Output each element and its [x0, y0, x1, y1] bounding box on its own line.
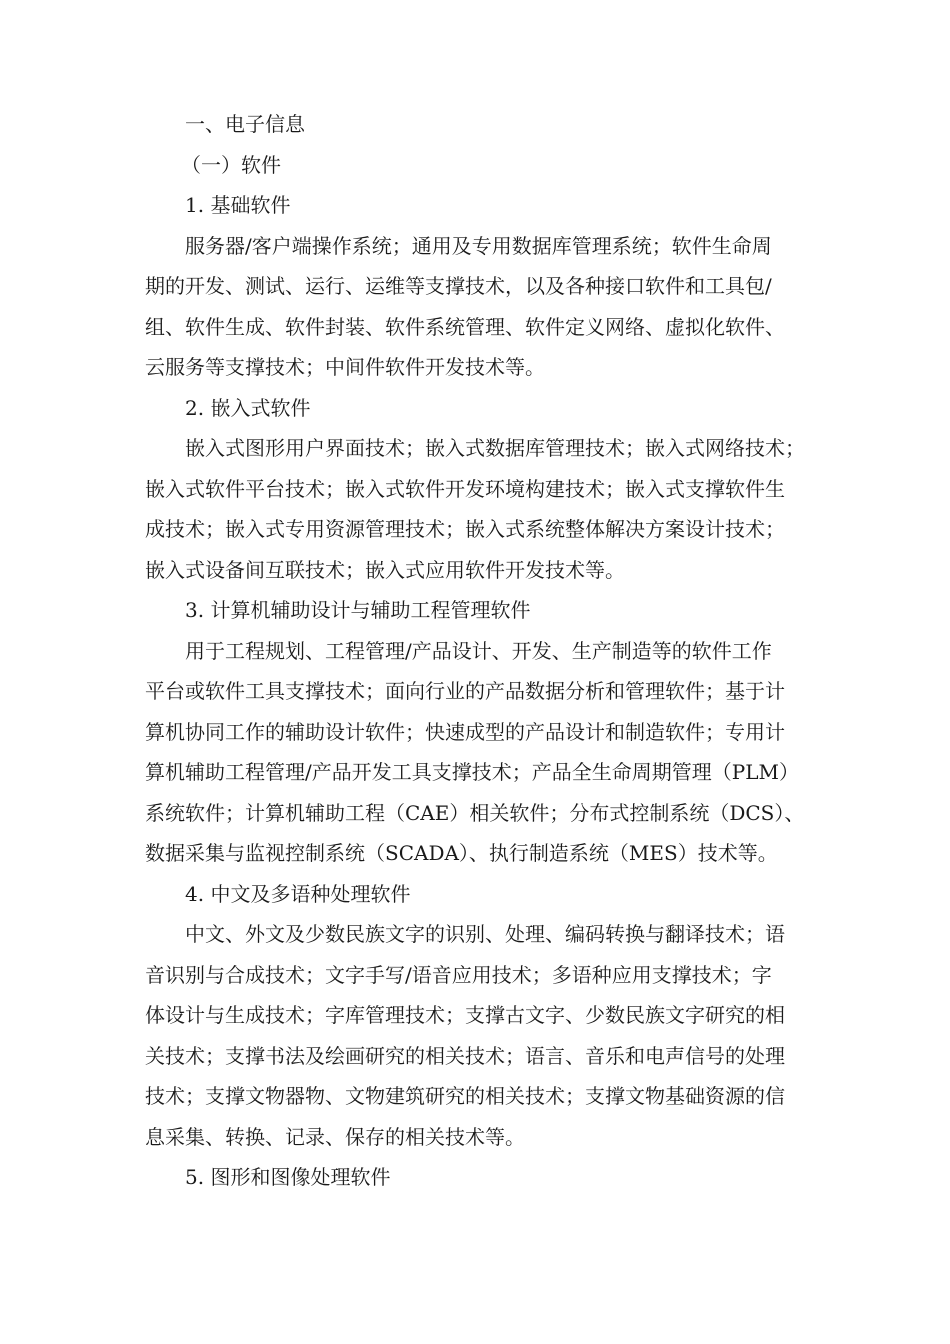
body-line: 系统软件；计算机辅助工程（CAE）相关软件；分布式控制系统（DCS）、 [145, 800, 805, 825]
body-line: 组、软件生成、软件封装、软件系统管理、软件定义网络、虚拟化软件、 [145, 314, 785, 339]
body-line: 音识别与合成技术；文字手写/语音应用技术；多语种应用支撑技术；字 [145, 962, 772, 987]
body-line: 体设计与生成技术；字库管理技术；支撑古文字、少数民族文字研究的相 [145, 1003, 785, 1027]
item-heading-1: 1. 基础软件 [185, 193, 291, 217]
body-line: 用于工程规划、工程管理/产品设计、开发、生产制造等的软件工作 [185, 638, 772, 663]
body-line: 嵌入式软件平台技术；嵌入式软件开发环境构建技术；嵌入式支撑软件生 [145, 476, 785, 501]
subsection-title: （一）软件 [181, 152, 281, 177]
body-line: 平台或软件工具支撑技术；面向行业的产品数据分析和管理软件；基于计 [145, 679, 785, 703]
body-line: 数据采集与监视控制系统（SCADA）、执行制造系统（MES）技术等。 [145, 841, 778, 865]
body-line: 嵌入式图形用户界面技术；嵌入式数据库管理技术；嵌入式网络技术； [185, 436, 805, 460]
body-line: 成技术；嵌入式专用资源管理技术；嵌入式系统整体解决方案设计技术； [145, 517, 785, 541]
body-line: 关技术；支撑书法及绘画研究的相关技术；语言、音乐和电声信号的处理 [145, 1043, 785, 1068]
body-line: 技术；支撑文物器物、文物建筑研究的相关技术；支撑文物基础资源的信 [145, 1084, 785, 1108]
item-body-3 [145, 631, 810, 874]
item-body-4 [145, 914, 810, 1157]
item-body-2 [145, 428, 810, 590]
body-line: 息采集、转换、记录、保存的相关技术等。 [145, 1124, 525, 1149]
body-line: 中文、外文及少数民族文字的识别、处理、编码转换与翻译技术；语 [185, 922, 785, 946]
body-line: 算机辅助工程管理/产品开发工具支撑技术；产品全生命周期管理（PLM） [145, 760, 799, 784]
item-heading-5: 5. 图形和图像处理软件 [185, 1165, 391, 1189]
document-page [145, 104, 810, 1198]
body-line: 算机协同工作的辅助设计软件；快速成型的产品设计和制造软件；专用计 [145, 719, 785, 744]
item-heading-3: 3. 计算机辅助设计与辅助工程管理软件 [185, 598, 531, 622]
body-line: 期的开发、测试、运行、运维等支撑技术，以及各种接口软件和工具包/ [145, 274, 772, 298]
item-heading-4: 4. 中文及多语种处理软件 [185, 881, 411, 906]
body-line: 服务器/客户端操作系统；通用及专用数据库管理系统；软件生命周 [185, 233, 772, 258]
body-line: 云服务等支撑技术；中间件软件开发技术等。 [145, 355, 545, 379]
item-body-1 [145, 226, 810, 388]
section-title: 一、电子信息 [185, 112, 305, 136]
body-line: 嵌入式设备间互联技术；嵌入式应用软件开发技术等。 [145, 557, 625, 582]
item-heading-2: 2. 嵌入式软件 [185, 395, 311, 420]
